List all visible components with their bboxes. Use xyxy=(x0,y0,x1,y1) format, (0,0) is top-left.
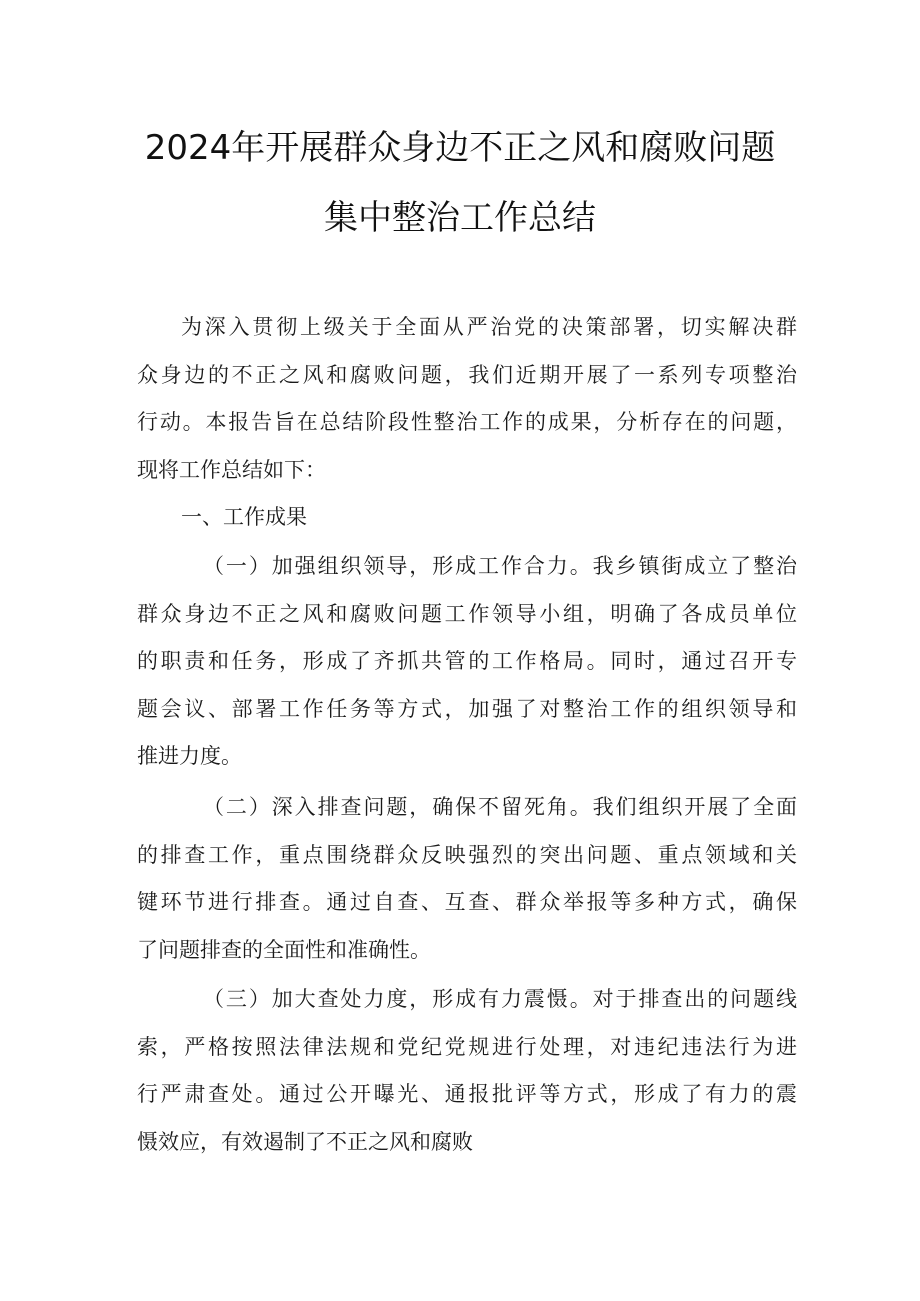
intro-paragraph xyxy=(137,304,797,494)
document-title-line-2: 集中整治工作总结 xyxy=(324,198,596,238)
section-heading-text: 一、工作成果 xyxy=(181,505,307,529)
text-line: 题会议、部署工作任务等方式，加强了对整治工作的组织领导和 xyxy=(137,696,797,721)
section-heading xyxy=(137,494,797,542)
text-line: 现将工作总结如下： xyxy=(137,457,326,482)
text-line: 的职责和任务，形成了齐抓共管的工作格局。同时，通过召开专 xyxy=(137,649,797,673)
text-line: 慑效应，有效遏制了不正之风和腐败 xyxy=(137,1129,473,1154)
text-line: （二）深入排查问题，确保不留死角。我们组织开展了全面 xyxy=(203,795,797,819)
item-1-paragraph xyxy=(137,543,797,781)
text-line: 推进力度。 xyxy=(137,744,242,768)
text-line: 众身边的不正之风和腐败问题，我们近期开展了一系列专项整治 xyxy=(137,362,797,387)
text-line: 的排查工作，重点围绕群众反映强烈的突出问题、重点领域和关 xyxy=(137,842,797,867)
text-line: （三）加大查处力度，形成有力震慑。对于排查出的问题线 xyxy=(203,987,797,1011)
text-line: 键环节进行排查。通过自查、互查、群众举报等多种方式，确保 xyxy=(137,890,797,914)
item-3-paragraph xyxy=(137,976,797,1166)
text-line: （一）加强组织领导，形成工作合力。我乡镇街成立了整治 xyxy=(203,554,797,578)
item-2-paragraph xyxy=(137,784,797,974)
text-line: 索，严格按照法律法规和党纪党规进行处理，对违纪违法行为进 xyxy=(137,1034,797,1059)
text-line: 了问题排查的全面性和准确性。 xyxy=(137,937,431,962)
text-line: 行严肃查处。通过公开曝光、通报批评等方式，形成了有力的震 xyxy=(137,1082,797,1106)
document-title-line-1: 2024年开展群众身边不正之风和腐败问题 xyxy=(144,128,776,168)
text-line: 群众身边不正之风和腐败问题工作领导小组，明确了各成员单位 xyxy=(137,601,797,626)
text-line: 行动。本报告旨在总结阶段性整治工作的成果，分析存在的问题， xyxy=(137,410,797,434)
text-line: 为深入贯彻上级关于全面从严治党的决策部署，切实解决群 xyxy=(181,315,797,339)
